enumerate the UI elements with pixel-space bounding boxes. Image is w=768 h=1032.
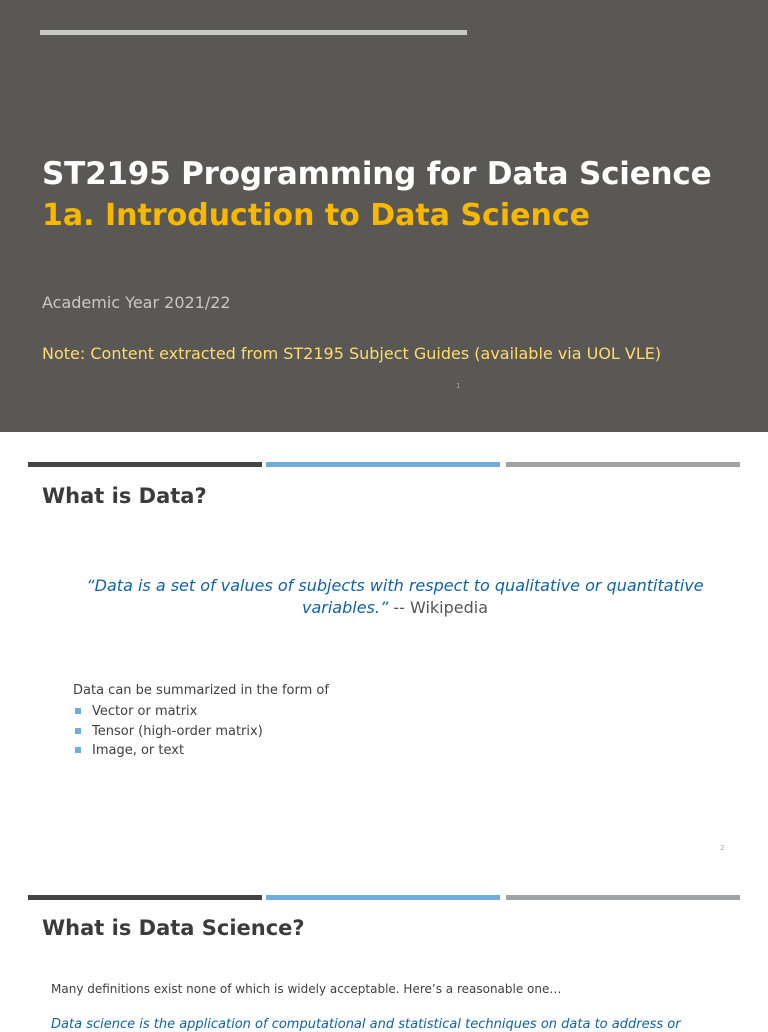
quote-text: “Data is a set of values of subjects with respect to qualitative or quantitative variables.” — [86, 576, 704, 617]
title-slide — [0, 0, 768, 432]
header-bar-blue — [266, 462, 500, 467]
header-bar-blue — [266, 895, 500, 900]
bullet-list — [73, 702, 263, 761]
slide-heading: What is Data Science? — [42, 916, 305, 940]
list-item: Tensor (high-order matrix) — [73, 722, 263, 742]
data-definition-quote — [60, 575, 730, 619]
academic-year: Academic Year 2021/22 — [42, 293, 231, 312]
course-title: ST2195 Programming for Data Science — [42, 156, 712, 192]
square-bullet-icon — [75, 728, 81, 734]
slide-heading: What is Data? — [42, 484, 207, 508]
title-accent-bar — [40, 30, 467, 35]
square-bullet-icon — [75, 708, 81, 714]
quote-source: -- Wikipedia — [388, 598, 488, 617]
header-bar-dark — [28, 462, 262, 467]
header-bar-gray — [506, 462, 740, 467]
definitions-text: Many definitions exist none of which is widely acceptable. Here’s a reasonable one… — [51, 982, 562, 996]
header-bar-gray — [506, 895, 740, 900]
data-science-definition: Data science is the application of computational and statistical techniques on data to address or — [51, 1017, 681, 1032]
list-item: Image, or text — [73, 741, 263, 761]
page-number: 1 — [456, 382, 461, 390]
intro-text: Data can be summarized in the form of — [73, 683, 329, 698]
lecture-title: 1a. Introduction to Data Science — [42, 198, 590, 233]
page-number: 2 — [720, 844, 725, 852]
content-note: Note: Content extracted from ST2195 Subject Guides (available via UOL VLE) — [42, 344, 662, 363]
header-bar-dark — [28, 895, 262, 900]
square-bullet-icon — [75, 747, 81, 753]
what-is-data-science-slide — [0, 862, 768, 1032]
list-item: Vector or matrix — [73, 702, 263, 722]
what-is-data-slide — [0, 432, 768, 862]
